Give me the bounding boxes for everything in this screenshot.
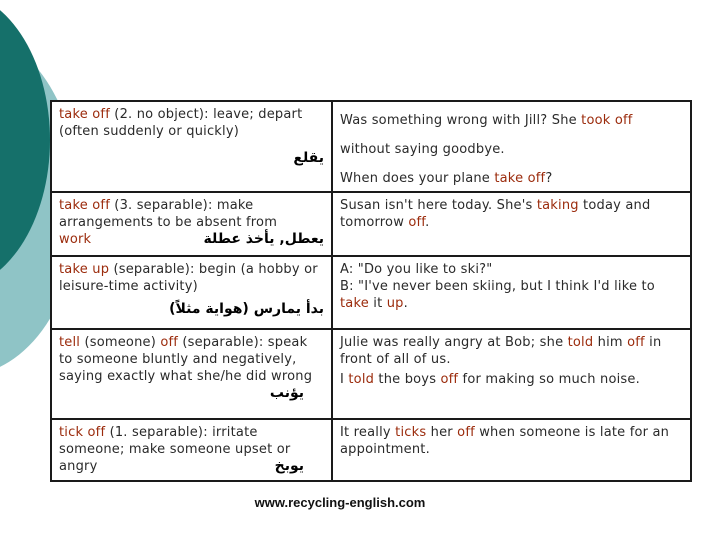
definition-text: (1. separable): irritate someone; make someone upset or angry: [59, 425, 291, 474]
example-highlight: told: [348, 372, 375, 387]
example-text: ?: [545, 171, 553, 186]
example-cell: [332, 192, 691, 256]
arabic-translation: يوبخ: [274, 458, 304, 474]
definition-cell: [51, 192, 332, 256]
table-row: [51, 419, 691, 481]
example-text: Susan isn't here today. She's: [340, 198, 537, 213]
example-highlight: off: [627, 335, 645, 350]
phrasal-verb-table: [50, 100, 692, 482]
arabic-translation: بدأ يمارس (هواية مثلاً): [169, 301, 324, 317]
phrasal-verb: tick off: [59, 425, 106, 440]
example-text: Was something wrong with Jill? She: [340, 113, 582, 128]
definition-text: (someone): [80, 335, 161, 350]
example-text: B: "I've never been skiing, but I think I'd like to: [340, 279, 655, 294]
example-text: .: [403, 296, 408, 311]
table-row: [51, 329, 691, 419]
phrasal-particle: off: [160, 335, 179, 350]
example-highlight: taking: [536, 198, 579, 213]
example-text: without saying goodbye.: [340, 142, 505, 157]
definition-text: (3. separable): make arrangements to be absent from: [59, 198, 278, 230]
example-text: him: [593, 335, 628, 350]
example-text: in front of all of us.: [340, 335, 662, 367]
arabic-translation: يقلع: [293, 150, 324, 166]
site-url-footer: www.recycling-english.com: [254, 495, 426, 510]
table-row: [51, 101, 691, 192]
example-text: Julie was really angry at Bob; she: [340, 335, 568, 350]
definition-cell: [51, 101, 332, 192]
example-highlight: ticks: [395, 425, 427, 440]
example-text: the boys: [374, 372, 441, 387]
definition-cell: [51, 419, 332, 481]
example-highlight: up: [386, 296, 404, 311]
example-text: for making so much noise.: [458, 372, 640, 387]
example-highlight: take: [340, 296, 369, 311]
example-highlight: took off: [581, 113, 633, 128]
arabic-translation: يعطل, يأخذ عطلة: [203, 231, 324, 247]
definition-cell: [51, 329, 332, 419]
definition-text: (separable): speak to someone bluntly and negatively, saying exactly what she/he did wrong: [59, 335, 313, 384]
example-text: When does your plane: [340, 171, 495, 186]
example-cell: [332, 101, 691, 192]
arabic-translation: يؤنب: [269, 385, 304, 401]
phrasal-verb: take up: [59, 262, 110, 277]
table-row: [51, 192, 691, 256]
example-cell: [332, 419, 691, 481]
example-text: when someone is late for an appointment.: [340, 425, 670, 457]
example-text: It really: [340, 425, 396, 440]
definition-cell: [51, 256, 332, 329]
example-text: it: [368, 296, 387, 311]
example-highlight: off: [440, 372, 459, 387]
example-highlight: told: [567, 335, 594, 350]
definition-tail: work: [59, 232, 92, 247]
example-text: I: [340, 372, 349, 387]
example-text: her: [426, 425, 458, 440]
phrasal-verb: tell: [59, 335, 81, 350]
example-highlight: take off: [494, 171, 546, 186]
definition-text: (2. no object): leave; depart (often suddenly or quickly): [59, 107, 303, 139]
example-highlight: off: [408, 215, 426, 230]
example-cell: [332, 256, 691, 329]
example-text: today and tomorrow: [340, 198, 651, 230]
example-text: .: [425, 215, 430, 230]
definition-text: (separable): begin (a hobby or leisure-time activity): [59, 262, 318, 294]
example-cell: [332, 329, 691, 419]
phrasal-verb: take off: [59, 107, 110, 122]
table-row: [51, 256, 691, 329]
phrasal-verb: take off: [59, 198, 110, 213]
example-text: A: "Do you like to ski?": [340, 262, 493, 277]
example-highlight: off: [457, 425, 475, 440]
